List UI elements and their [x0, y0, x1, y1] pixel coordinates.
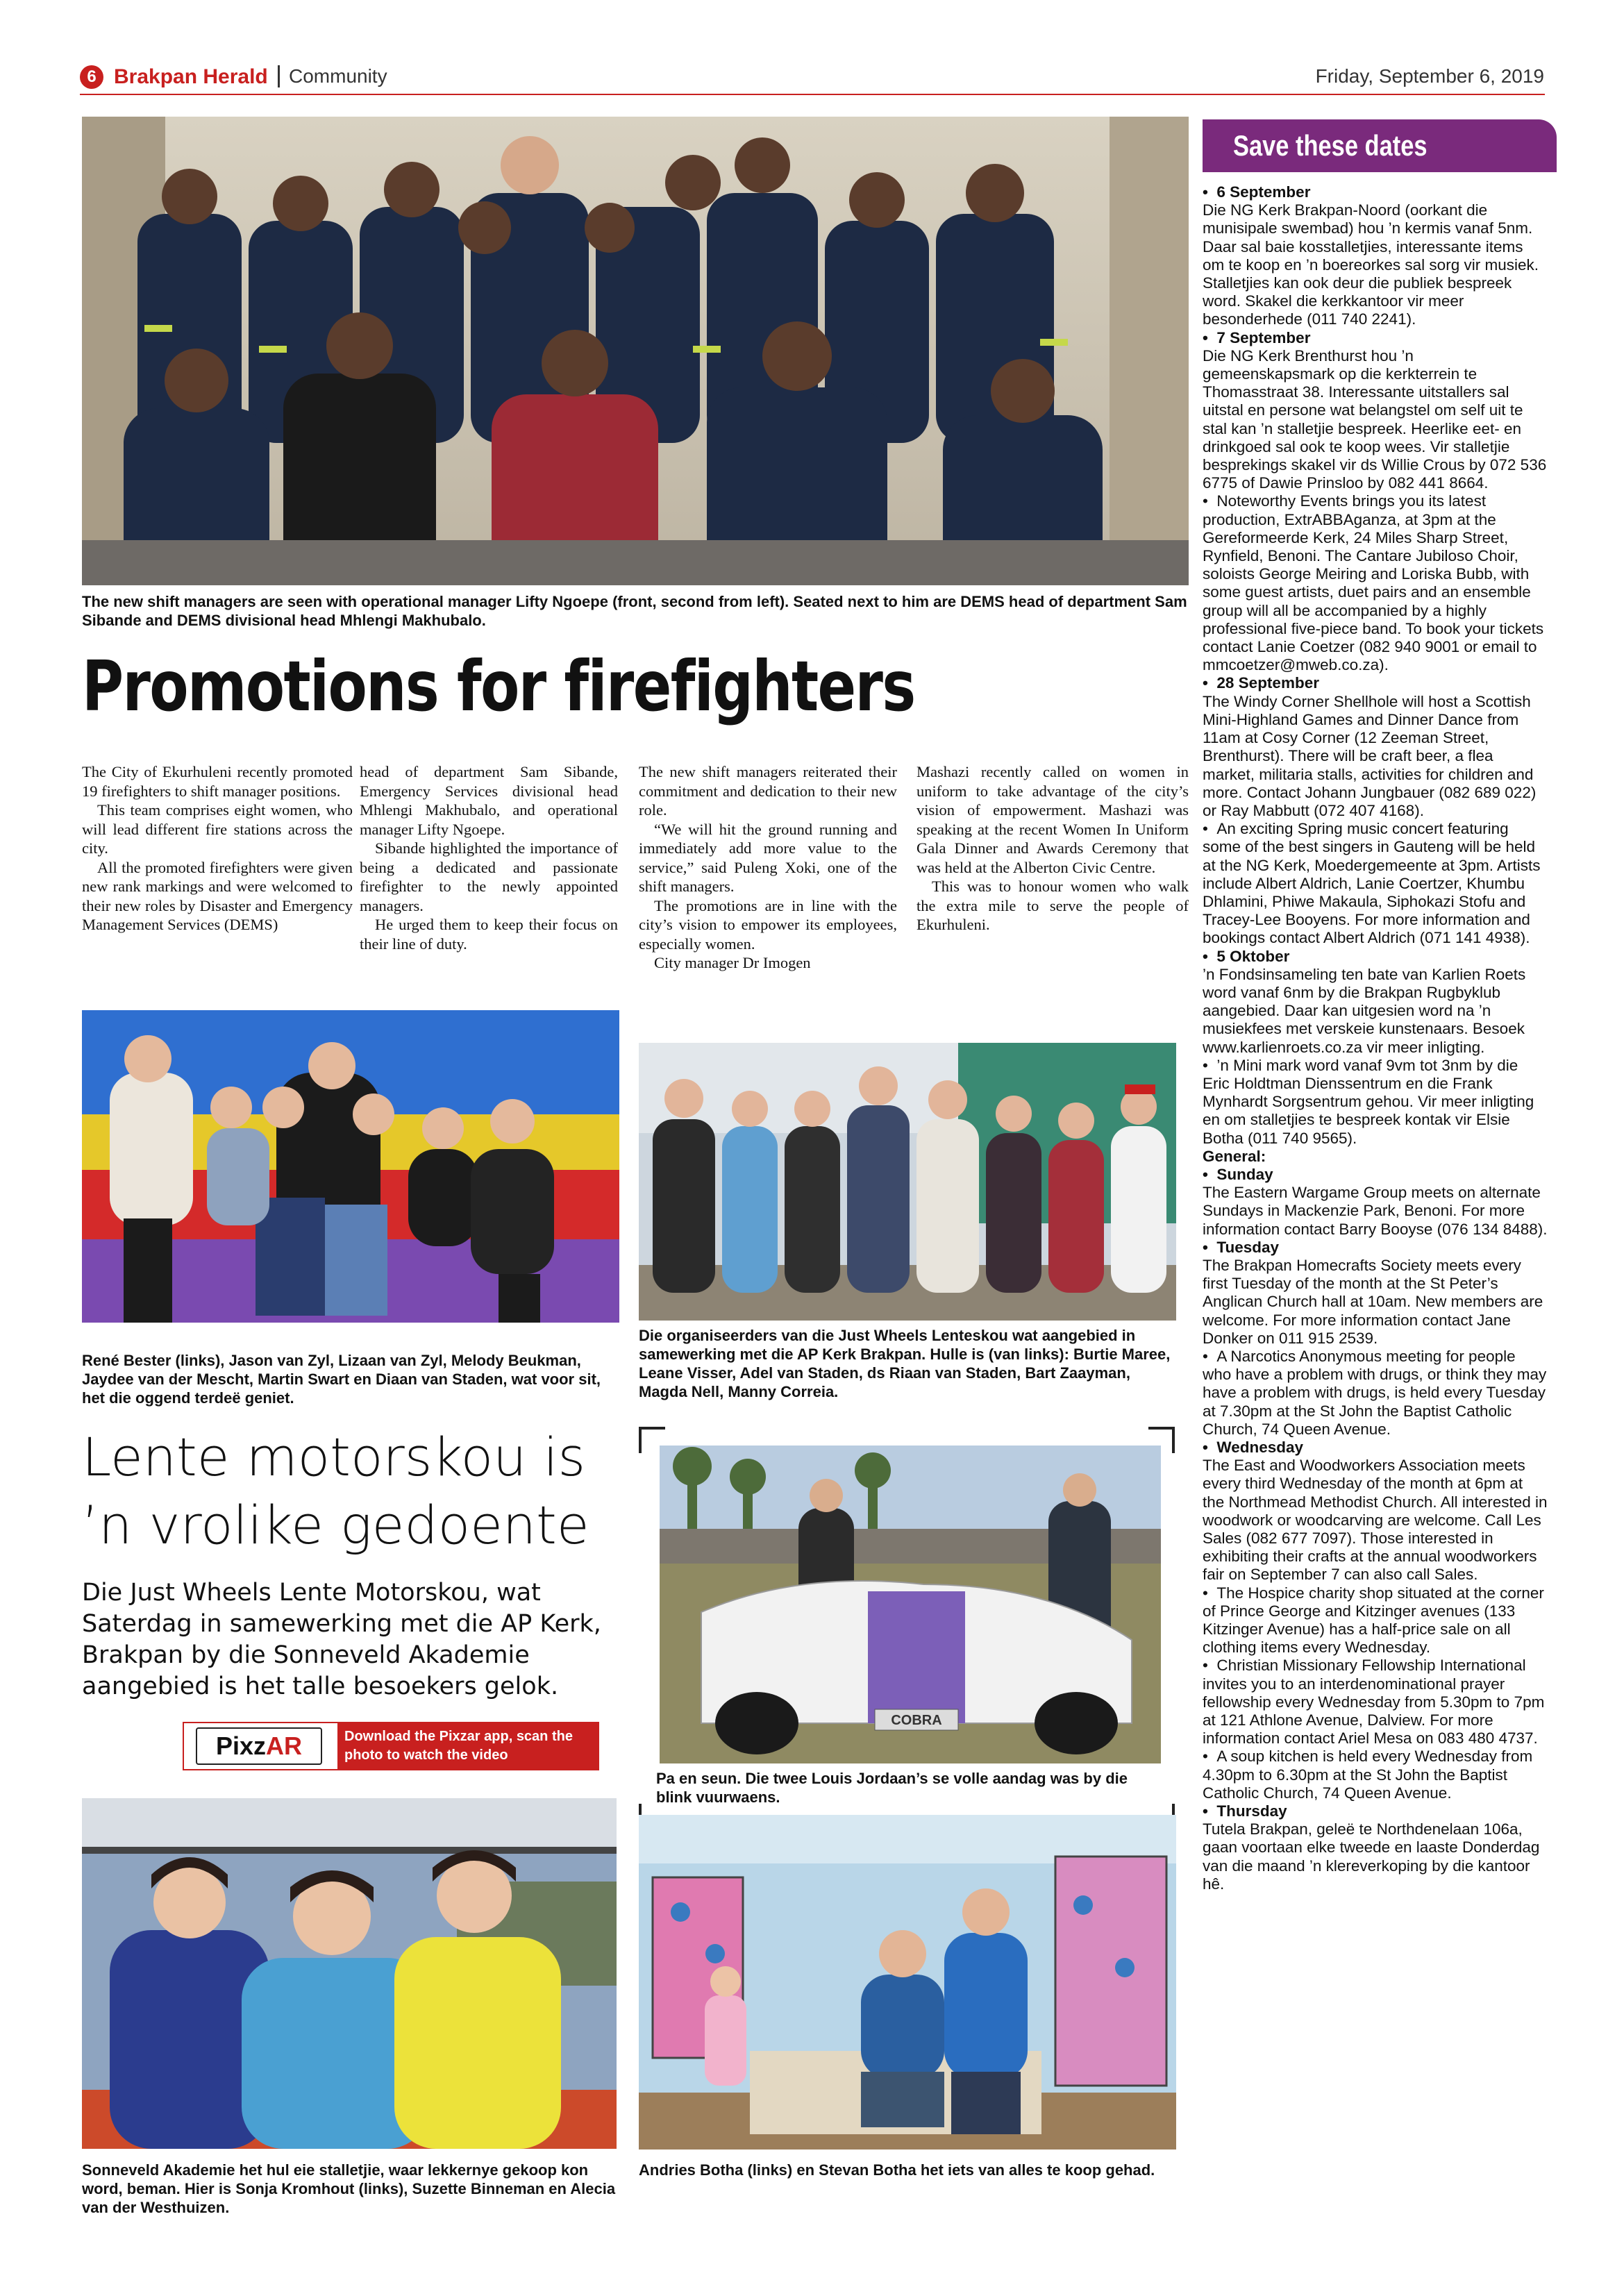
story-paragraph: Mashazi recently called on women in uniform to take advantage of the city’s vision of empowerment. Mashazi was speaking at the recent Women In Uniform Gala Dinner and Awards Ceremony that was held at the Alberton Civic Centre.	[916, 763, 1189, 876]
story-paragraph: Sibande highlighted the importance of being a dedicated and passionate firefighter to the newly appointed managers.	[360, 839, 618, 914]
event-entry: Die NG Kerk Brenthurst hou ’n gemeenskapsmark op die kerkterrein te Thomasstraat 38. Interessante uitstallers sal uitstal en persone wat belangstel om self uit te stal kan ’n stalletjie bespreek. Heerlike eet- en drinkgoed sal ook te koop wees. Vir stalletjie besprekings skakel vir ds Willie Crous by 072 536 6775 of Dawie Prinsloo by 082 441 8664.	[1203, 346, 1547, 492]
event-date-heading: • 28 September	[1203, 674, 1548, 692]
pixzar-logo: PixzAR	[196, 1727, 322, 1765]
pixzar-instructions: Download the Pixzar app, scan the photo to watch the video	[337, 1722, 599, 1770]
cobra-car-photo	[660, 1446, 1161, 1763]
header-rule	[80, 94, 1545, 95]
event-entry: The East and Woodworkers Association meets every third Wednesday of the month at 6pm at the Northmead Methodist Church. All interested in woodwork or woodcarving are welcome. Call Les Sales (082 677 7097). Those interested in exhibiting their crafts at the annual woodworkers fair on September 7 can also call Sales.	[1203, 1457, 1548, 1584]
event-entry: The Brakpan Homecrafts Society meets every first Tuesday of the month at the St Peter’s Anglican Church hall at 10am. New members are welcome. For more information contact Jane Donker on 011 915 2539.	[1203, 1256, 1543, 1347]
headline-motorskou	[82, 1423, 623, 1559]
event-entry: ’n Fondsinsameling ten bate van Karlien Roets word vanaf 6nm by die Brakpan Rugbyklub aangebied. Daar kan uitgesien word na ’n musiekfees met verskeie kunstenaars. Besoek www.karlienroets.co.za vir meer inligting.	[1203, 965, 1526, 1056]
car-badge-text: COBRA	[891, 1713, 942, 1728]
event-entry: • Noteworthy Events brings you its latest production, ExtrABBAganza, at 3pm at the Gereformeerde Kerk, 24 Miles Sharp Street, Rynfield, Benoni. The Cantare Jubiloso Choir, soloists George Meiring and Loriska Bubb, with some guest artists, duet pairs and an ensemble group will all be accompanied by a highly professional five-piece band. To book your tickets contact Lanie Coetzer (082 940 9001 or email to mmcoetzer@mweb.co.za).	[1203, 492, 1548, 674]
story-paragraph: “We will hit the ground running and immediately add more value to the service,” said Puleng Xoki, one of the shift managers.	[639, 820, 897, 895]
page-number-badge: 6	[80, 65, 103, 89]
event-date-heading: • Tuesday	[1203, 1239, 1548, 1257]
event-entry: • A Narcotics Anonymous meeting for people who have a problem with drugs, or think they may have a problem with drugs, is held every Tuesday at 7.30pm at the St John the Baptist Catholic Church, 74 Queen Avenue.	[1203, 1348, 1548, 1439]
family-bouncy-castle-photo	[82, 1010, 619, 1323]
story-column-2	[360, 762, 618, 953]
story-paragraph: This team comprises eight women, who will lead different fire stations across the city.	[82, 801, 353, 857]
event-date-heading: • 7 September	[1203, 329, 1548, 347]
event-entry: • An exciting Spring music concert featuring some of the best singers in Gauteng will be held at the NG Kerk, Moedergemeente at 3pm. Artists include Albert Aldrich, Lanie Coertzer, Khumbu Dhlamini, Phiwe Makaula, Siphokazi Stofu and Tracey-Lee Booyens. For more information and bookings contact Albert Aldrich (071 141 4938).	[1203, 820, 1548, 947]
story-column-3	[639, 762, 897, 973]
event-date-heading: • Sunday	[1203, 1166, 1548, 1184]
sidebar-title: Save these dates	[1233, 129, 1428, 162]
story-paragraph: head of department Sam Sibande, Emergency Services divisional head Mhlengi Makhubalo, and operational manager Lifty Ngoepe.	[360, 763, 618, 838]
story-paragraph: The new shift managers reiterated their commitment and dedication to their new role.	[639, 763, 897, 819]
story-paragraph: All the promoted firefighters were given new rank markings and were welcomed to their new roles by Disaster and Emergency Management Services (DEMS)	[82, 858, 353, 933]
event-entry: • ’n Mini mark word vanaf 9vm tot 3nm by die Eric Holdtman Dienssentrum en die Frank Mynhardt Sorgsentrum gehou. Vir meer inligting en om stalletjies te bespreek kontak vir Elsie Botha (011 740 9565).	[1203, 1057, 1548, 1148]
event-entry: Tutela Brakpan, geleë te Northdenelaan 106a, gaan voortaan elke tweede en laaste Donderdag van die maand ’n klereverkoping by die kantoor hê.	[1203, 1820, 1540, 1893]
story-column-4	[916, 762, 1189, 935]
story-paragraph: City manager Dr Imogen	[654, 954, 811, 971]
photo-caption-car: Pa en seun. Die twee Louis Jordaan’s se volle aandag was by die blink vuurwaens.	[656, 1770, 1128, 1806]
headline-motorskou-line1: Lente motorskou is	[82, 1426, 586, 1488]
photo-caption-family: René Bester (links), Jason van Zyl, Lizaan van Zyl, Melody Beukman, Jaydee van der Mescht, Martin Swart en Diaan van Staden, wat voor sit, het die oggend terdeë geniet.	[82, 1352, 601, 1407]
organisers-group-photo	[639, 1043, 1176, 1321]
firefighters-group-photo	[82, 117, 1189, 585]
story-column-1	[82, 762, 353, 935]
masthead-brand: Brakpan Herald	[114, 65, 268, 88]
event-date-heading: • 5 Oktober	[1203, 948, 1548, 966]
story-paragraph: The promotions are in line with the city’s vision to empower its employees, especially women.	[639, 896, 897, 953]
school-stall-photo	[82, 1798, 617, 2149]
story-paragraph: He urged them to keep their focus on their line of duty.	[360, 916, 618, 953]
event-entry: • Christian Missionary Fellowship International invites you to an interdenominational prayer fellowship every Wednesday from 5.30pm to 7pm at 121 Athlone Avenue, Dalview. For more information contact Ariel Mesa on 083 480 4737.	[1203, 1657, 1548, 1748]
event-entry: Die NG Kerk Brakpan-Noord (oorkant die munisipale swembad) hou ’n kermis vanaf 5nm. Daar sal baie kosstalletjies, interessante items om te koop en ’n boereorkes sal sorg vir musiek. Stalletjies kan ook deur die publiek bespreek word. Skakel die kerkkantoor vir meer besonderhede (011 740 2241).	[1203, 201, 1539, 328]
story-paragraph: This was to honour women who walk the extra mile to serve the people of Ekurhuleni.	[916, 878, 1189, 933]
headline-promotions: Promotions for firefighters	[82, 646, 915, 727]
photo-caption-firefighters: The new shift managers are seen with operational manager Lifty Ngoepe (front, second from left). Seated next to him are DEMS head of department Sam Sibande and DEMS divisional head Mhlengi Makhubalo.	[82, 593, 1187, 629]
photo-caption-toys: Andries Botha (links) en Stevan Botha het iets van alles te koop gehad.	[639, 2161, 1155, 2179]
photo-caption-stall: Sonneveld Akademie het hul eie stalletjie, waar lekkernye gekoop kon word, beman. Hier is Sonja Kromhout (links), Suzette Binneman en Alecia van der Westhuizen.	[82, 2161, 616, 2216]
standfirst-motorskou: Die Just Wheels Lente Motorskou, wat Saterdag in samewerking met die AP Kerk, Brakpan by die Sonneveld Akademie aangebied is het talle besoekers gelok.	[82, 1579, 601, 1700]
toy-stall-photo	[639, 1815, 1176, 2150]
event-date-heading: • Thursday	[1203, 1802, 1548, 1820]
photo-caption-organisers: Die organiseerders van die Just Wheels Lenteskou wat aangebied in samewerking met die AP Kerk Brakpan. Hulle is (van links): Burtie Maree, Leane Visser, Adel van Staden, ds Riaan van Staden, Bart Zaayman, Magda Nell, Manny Correia.	[639, 1327, 1171, 1400]
section-label: Community	[289, 65, 387, 87]
events-list	[1203, 183, 1548, 1893]
event-date-heading: • 6 September	[1203, 183, 1548, 201]
event-entry: • The Hospice charity shop situated at the corner of Prince George and Kitzinger avenues (133 Kitzinger Avenue) has a half-price sale on all clothing items every Wednesday.	[1203, 1584, 1548, 1657]
event-date-heading: • Wednesday	[1203, 1439, 1548, 1457]
event-entry: The Windy Corner Shellhole will host a Scottish Mini-Highland Games and Dinner Dance from 11am at Cosy Corner (12 Zeeman Street, Brenthurst). There will be craft beer, a flea market, militaria stalls, activities for children and more. Contact Johann Jungbauer (082 689 022) or Ray Mabbutt (072 407 4168).	[1203, 692, 1537, 819]
headline-motorskou-line2: ’n vrolike gedoente	[82, 1494, 589, 1556]
event-entry: The Eastern Wargame Group meets on alternate Sundays in Mackenzie Park, Benoni. For more information contact Barry Booyse (076 134 8488).	[1203, 1184, 1548, 1238]
event-entry: • A soup kitchen is held every Wednesday from 4.30pm to 6.30pm at the St John the Baptist Catholic Church, 74 Queen Avenue.	[1203, 1748, 1548, 1802]
story-paragraph: The City of Ekurhuleni recently promoted 19 firefighters to shift manager positions.	[82, 763, 353, 800]
header-divider	[278, 65, 280, 87]
event-section-heading: General:	[1203, 1147, 1266, 1165]
issue-date: Friday, September 6, 2019	[1315, 65, 1544, 87]
